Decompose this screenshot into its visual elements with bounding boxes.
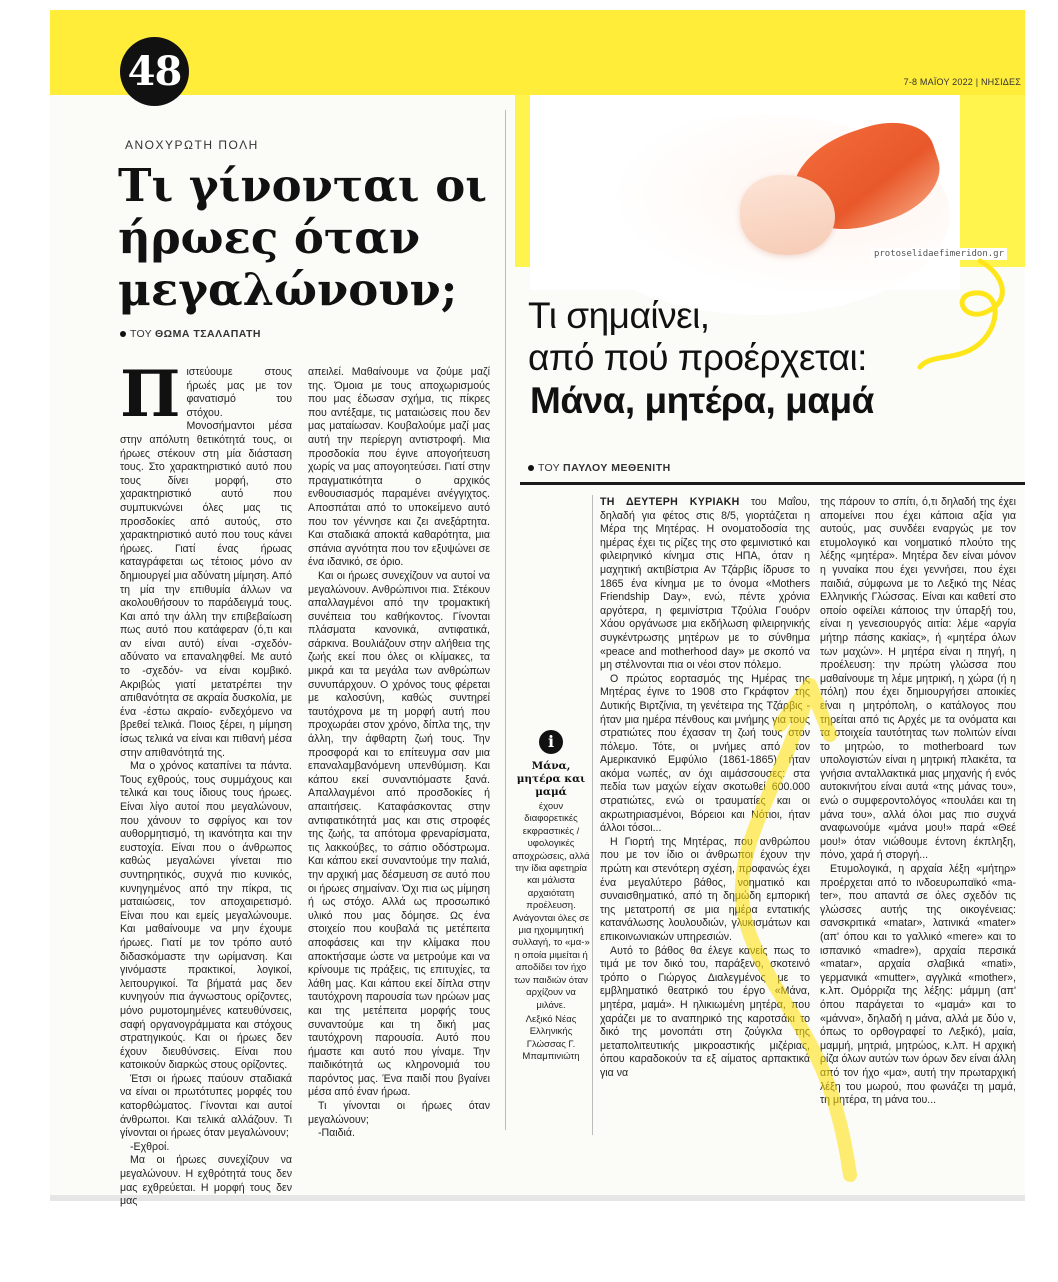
article2-top-rule: [520, 482, 1025, 485]
info-text: έχουν διαφορετικές εκφραστικές / υφολογικές αποχρώσεις, αλλά την ίδια αφετηρία και μάλιστα αρχαιότατη προέλευση. Ανάγονται όλες σε μια ηχομιμητική συλλαγή, το «μα-» η οποία μιμείται ή αποδίδει τον ήχο των παιδιών όταν αρχίζουν να μιλάνε.: [512, 801, 590, 1011]
article1-paragraph: Πιστεύουμε στους ήρωές μας με τον φανατισμό του στόχου. Μονοσήμαντοι μέσα στην απόλυτη θετικότητά τους, οι ήρωες στέκουν στη μία διάσταση τους. Στο χαρακτηριστικό αυτό που τους δίνει μορφή, στο χαρακτηριστικό αυτό που συμπυκνώνει όλες μας τις προσδοκίες από αυτούς, στο χαρακτηριστικό αυτό που τους κάνει ήρωες. Γιατί ένας ήρωας καταγράφεται ως τέτοιος μόνο αν δημιουργεί μια αδύνατη μίμηση. Από τη μία την επιθυμία άλλων να ακολουθήσουν το παράδειγμά τους. Και από την άλλη την επιβεβαίωση πως αυτό που κατάφεραν (ό,τι και αν είναι αυτό) είναι -σχεδόν- αδύνατο να επαναληφθεί. Με αυτό το -σχεδόν- να είναι κομβικό. Ακριβώς γιατί μετατρέπει την απιθανότητα σε ακραία δυσκολία, με ένα -έστω ακραίο- ενδεχόμενο να βρεθεί τελικά. Ποιος ξέρει, η μίμηση ίσως τελικά να είναι και πιθανή μέσα στην απιθανότητά της.: [120, 357, 292, 759]
article1-paragraph: Έτσι οι ήρωες παύουν σταδιακά να είναι οι πρωτότυπες μορφές του κατορθώματος. Γίνονται και αυτοί άνθρωποι. Και τελικά αλλάζουν. Τι γίνονται οι ήρωες όταν μεγαλώνουν;: [120, 1072, 292, 1140]
article1-paragraph: Μα ο χρόνος καταπίνει τα πάντα. Τους εχθρούς, τους συμμάχους και τελικά και τους ίδιους τους ήρωες. Είναι λίγο αυτοί που μεγαλώνουν, που χάνουν το σφρίγος και τον αυθορμητισμό, τη ικανότητα και την ευστοχία. Είναι που ο άνθρωπος καθώς μεγαλώνει γίνεται πιο συντηρητικός, συχνά πιο κυνικός, κυνηγημένος από την πίκρα, τις ματαιώσεις, τον αποχαιρετισμό. Είναι που και εμείς μεγαλώνουμε. Και μαθαίνουμε να μην έχουμε ήρωες. Γιατί με τον τρόπο αυτό διδασκόμαστε την ωρίμανση. Και γινόμαστε πρακτικοί, λογικοί, λειτουργικοί. Τα βήματά μας δεν κυνηγούν πια άγνωστους ορίζοντες, μόνο ρυμοτομημένες κατευθύνσεις, σαφή οργανογράμματα και στόχους στρατηγικούς. Και οι ήρωες δεν έχουν διευθύνσεις. Είναι που κατοικούν διαρκώς στους ορίζοντες.: [120, 760, 292, 1072]
article2-paragraph: ΤΗ ΔΕΥΤΕΡΗ ΚΥΡΙΑΚΗ του Μαΐου, δηλαδή για φέτος στις 8/5, γιορτάζεται η Μέρα της Μητέρας. Η ονοματοδοσία της ημέρας έχει τις ρίζες της στο φεμινιστικό και φιλειρηνικό κίνημα στις ΗΠΑ, όταν η μαχητική ακτιβίστρια Αν Τζάρβις ίδρυσε το 1865 ένα κίνημα με το όνομα «Mothers Friendship Day», ενώ, πέντε χρόνια αργότερα, η φεμινίστρια Τζούλια Γουόρν Χάου οργάνωσε μια εκδήλωση φιλειρηνικής συγκέντρωσης μητέρων με το σύνθημα «peace and motherhood day» με σκοπό να μη στέλνονται πια οι νέοι στον πόλεμο.: [600, 496, 810, 672]
article1-column-1: [120, 357, 292, 1209]
article2-byline: ΤΟΥ ΠΑΥΛΟΥ ΜΕΘΕΝΙΤΗ: [528, 462, 671, 474]
info-title: Μάνα, μητέρα και μαμά: [516, 760, 586, 798]
article1-paragraph: Και οι ήρωες συνεχίζουν να αυτοί να μεγαλώνουν. Ανθρώπινοι πια. Στέκουν απαλλαγμένοι από την τρομακτική συνέπεια του καθήκοντος. Γίνονται πλάσματα κανονικά, αντιφατικά, σάρκινα. Βουλιάζουν στην αλήθεια της ζωής εκεί που όλες οι κλίμακες, τα μικρά και τα μεγάλα των ανθρώπων συνυπάρχουν. Ο χρόνος τους φέρεται με καλοσύνη, καθώς συντηρεί ταυτόχρονα με τη μορφή αυτή που προχωράει στον χρόνο, δίπλα της, την άλλη, την άφθαρτη ζωή τους. Την προσφορά και το επίτευγμα σαν μια επαναλαμβανόμενη υπενθύμιση. Και κάπου εκεί συναντιόμαστε ξανά. Απαλλαγμένοι από προσδοκίες ή απαιτήσεις. Καταφάσκοντας στην αντιφατικότητά μας και στις στροφές της ζωής, τα απότομα φρεναρίσματα, τις λακκούβες, το σάπιο οδόστρωμα. Και κάπου εκεί συναντούμε την παλιά, την αρχική μας δέσμευση σε αυτό που οι ήρωες σημαίναν. Όχι πια ως μίμηση ή ως στόχο. Αλλά ως προσωπικό υλικό που μας δόμησε. Ως ένα στοιχείο που κουβαλά τις μετέπειτα αποφάσεις και την κλίμακα που αποκτήσαμε ώστε να μετρούμε και να κρίνουμε τις πράξεις, τις επιτυχίες, τα λάθη μας. Και κάπου εκεί δίπλα στην ταυτόχρονη παρουσία των ηρώων μας και της μετέπειτα μορφής τους συναντούμε και τη δική μας ταυτόχρονη παρουσία. Αυτό που ήμαστε και αυτό που γίναμε. Την παιδικότητά ως κληρονομιά του παρόντος μας. Ένα παιδί που βγαίνει μέσα από έναν ήρωα.: [308, 569, 490, 1099]
column-divider: [505, 110, 506, 1130]
article2-column-2: [820, 496, 1016, 1108]
article1-byline: ΤΟΥ ΘΩΜΑ ΤΣΑΛΑΠΑΤΗ: [120, 328, 261, 340]
article2-photo-hands: [530, 95, 960, 290]
article2-column-1: [600, 496, 810, 1081]
watermark: protoselidaefimeridon.gr: [871, 248, 1007, 260]
article2-headline: Τι σημαίνει, από πού προέρχεται: Μάνα, μητέρα, μαμά: [528, 295, 874, 421]
article2-paragraph: Ο πρώτος εορτασμός της Ημέρας της Μητέρας έγινε το 1908 στο Γκράφτον της Δυτικής Βιρτζίνια, τη γενέτειρα της Τζάρβις - ήταν μια ημέρα πένθους και μνήμης για τους στρατιώτες που έχασαν τη ζωή τους στον πόλεμο. Τότε, οι μνήμες από τον Αμερικανικό Εμφύλιο (1861-1865) ήταν ακόμα νωπές, αν όχι αιμάσσουσες: στα πεδία των μαχών είχαν σκοτωθεί 600.000 στρατιώτες, ενώ οι τραυματίες και οι ακρωτηριασμένοι, Βόρειοι και Νότιοι, ήταν άλλοι τόσοι...: [600, 672, 810, 835]
article1-paragraph: -Παιδιά.: [318, 1127, 355, 1140]
article1-paragraph: απειλεί. Μαθαίνουμε να ζούμε μαζί της. Όμοια με τους αποχωρισμούς που μας έδωσαν σχήμα, τις πίκρες που αντέξαμε, τις ματαιώσεις που δεν μας ματαίωσαν. Κουβαλούμε μαζί μας αυτή την περίεργη αντιστροφή. Μια προσδοκία που έγινε απογοήτευση χωρίς να μας απογοητεύσει. Γιατί στην πραγματικότητα ο αρχικός ενθουσιασμός παραμένει ανέγγιχτος. Αποσπάται από το υποκείμενο αυτό που τον γέννησε και ζει ανεξάρτητα. Και σταδιακά αποκτά καθαρότητα, μια σπάνια αγνότητα που τον εξυψώνει σε ένα ιδανικό, σε όριο.: [308, 366, 490, 569]
article1-column-2: [308, 366, 490, 1141]
bullet-dot-icon: [528, 465, 534, 471]
info-source: Λεξικό Νέας Ελληνικής Γλώσσας Γ. Μπαμπινιώτη: [522, 1013, 580, 1063]
lead-in: ΤΗ ΔΕΥΤΕΡΗ ΚΥΡΙΑΚΗ: [600, 496, 740, 508]
dropcap: Π: [120, 357, 181, 432]
newspaper-page: [50, 10, 1025, 1208]
article2-paragraph: της πάρουν το σπίτι, ό,τι δηλαδή της έχει απομείνει που έχει κάποια αξία για αυτούς, μας συνδέει εναργώς με τον ετυμολογικό και νοηματικό πλούτο της λέξης «μητέρα». Μητέρα δεν είναι μόνον η γυναίκα που έχει γεννήσει, που έχει παιδιά, σύμφωνα με το Λεξικό της Νέας Ελληνικής Γλώσσας. Είναι και καθετί στο οποίο οφείλει κάποιος την ύπαρξή του, είναι η γενεσιουργός αιτία: λέμε «αργία μήτηρ πάσης κακίας», ή «μητέρα όλων των μαχών». Η μητέρα είναι η πηγή, η προέλευση: την πρώτη γλώσσα που μαθαίνουμε τη λέμε μητρική, η χώρα (ή η πόλη) που έχει δημιουργήσει αποικίες είναι η μητρόπολη, ο κατάλογος που τηρείται από τις Αρχές με τα ονόματα και τα στοιχεία ταυτότητας των πολιτών είναι το μητρώο, το motherboard των υπολογιστών είναι η μητρική πλακέτα, τα γνήσια ανταλλακτικά μιας μηχανής ή ενός αυτοκινήτου είναι αυτά «της μάνας του», ενώ ο συμφεροντολόγος «πουλάει και τη μάνα του», αλλά όλοι μας πιο συχνά αναφωνούμε «μάνα μου!» παρά «Θεέ μου!» όταν νιώθουμε έντονη έκπληξη, πόνο, χαρά ή στοργή...: [820, 496, 1016, 862]
article1-paragraph: Μα οι ήρωες συνεχίζουν να μεγαλώνουν. Η εχθρότητά τους δεν μας εχθρεύεται. Η μορφή τους δεν μας: [120, 1154, 292, 1208]
article2-paragraph: Ετυμολογικά, η αρχαία λέξη «μήτηρ» προέρχεται από το ινδοευρωπαϊκό «ma-ter», που απαντά σε όλες σχεδόν τις γλώσσες αυτής της οικογένειας: σανσκριτικά «matar», λατινικά «mater» (απ' όπου και το γαλλικό «mere» και το ισπανικό «madre»), αρχαία περσικά «matar», αρχαία σλαβικά «mati», γερμανικά «mutter», αγγλικά «mother», κ.λπ. Ομόρριζα της λέξης: μάμμη (απ' όπου παράγεται το «μαμά» και το «μάννα», δηλαδή η μάνα, αλλά με δύο ν, όπως το ορθογραφεί το Λεξικό), μαία, μαμμή, μητριά, μητρώος, κ.λπ. Η αρχική ρίζα όλων αυτών των όρων δεν είναι άλλη από τον ήχο «μα», αυτή την πρωταρχική λέξη του μωρού, που φωνάζει τη μαμά, τη μητέρα, τη μάνα του...: [820, 863, 1016, 1107]
column-divider: [592, 495, 593, 1135]
article1-paragraph: -Εχθροί.: [130, 1140, 170, 1153]
article1-paragraph: Τι γίνονται οι ήρωες όταν μεγαλώνουν;: [308, 1100, 490, 1126]
header-yellow-band: [50, 10, 1025, 95]
section-label: ΑΝΟΧΥΡΩΤΗ ΠΟΛΗ: [125, 138, 259, 152]
article2-paragraph: Αυτό το βάθος θα έλεγε κανείς πως το τιμά με τον δικό του, παράξενο, σκοτεινό τρόπο ο Γιώργος Διαλεγμένος με το εμβληματικό θεατρικό του έργο «Μάνα, μητέρα, μαμά». Η ηλικιωμένη μητέρα, που χαράζει με το αναπηρικό της καροτσάκι το δικό της μονοπάτι στη ζούγκλα της μεταπολιτευτικής μικροαστικής μιζέριας, όπου καραδοκούν τα εξ αίματος αρπακτικά για να: [600, 944, 810, 1079]
article2-paragraph: Η Γιορτή της Μητέρας, που ανθρώπου που με τον ίδιο οι άνθρωποι έχουν την πρώτη και στενότερη σχέση, προφανώς έχει ένα μεγαλύτερο βάθος, νοηματικό και συναισθηματικό, από τη δημώδη εμπορική της μετατροπή σε μια ημέρα εντατικής κατανάλωσης λουλουδιών, γλυκισμάτων και επικοινωνιακών υπηρεσιών.: [600, 835, 810, 943]
info-box: [512, 730, 590, 1064]
info-icon: i: [539, 730, 563, 754]
article1-headline: Τι γίνονται οι ήρωες όταν μεγαλώνουν;: [118, 159, 488, 316]
bullet-dot-icon: [120, 331, 126, 337]
baby-hand-shape: [740, 175, 835, 255]
page-number-badge: 48: [120, 37, 189, 106]
issue-date: 7-8 ΜΑΪΟΥ 2022 | ΝΗΣΙΔΕΣ: [903, 77, 1021, 87]
